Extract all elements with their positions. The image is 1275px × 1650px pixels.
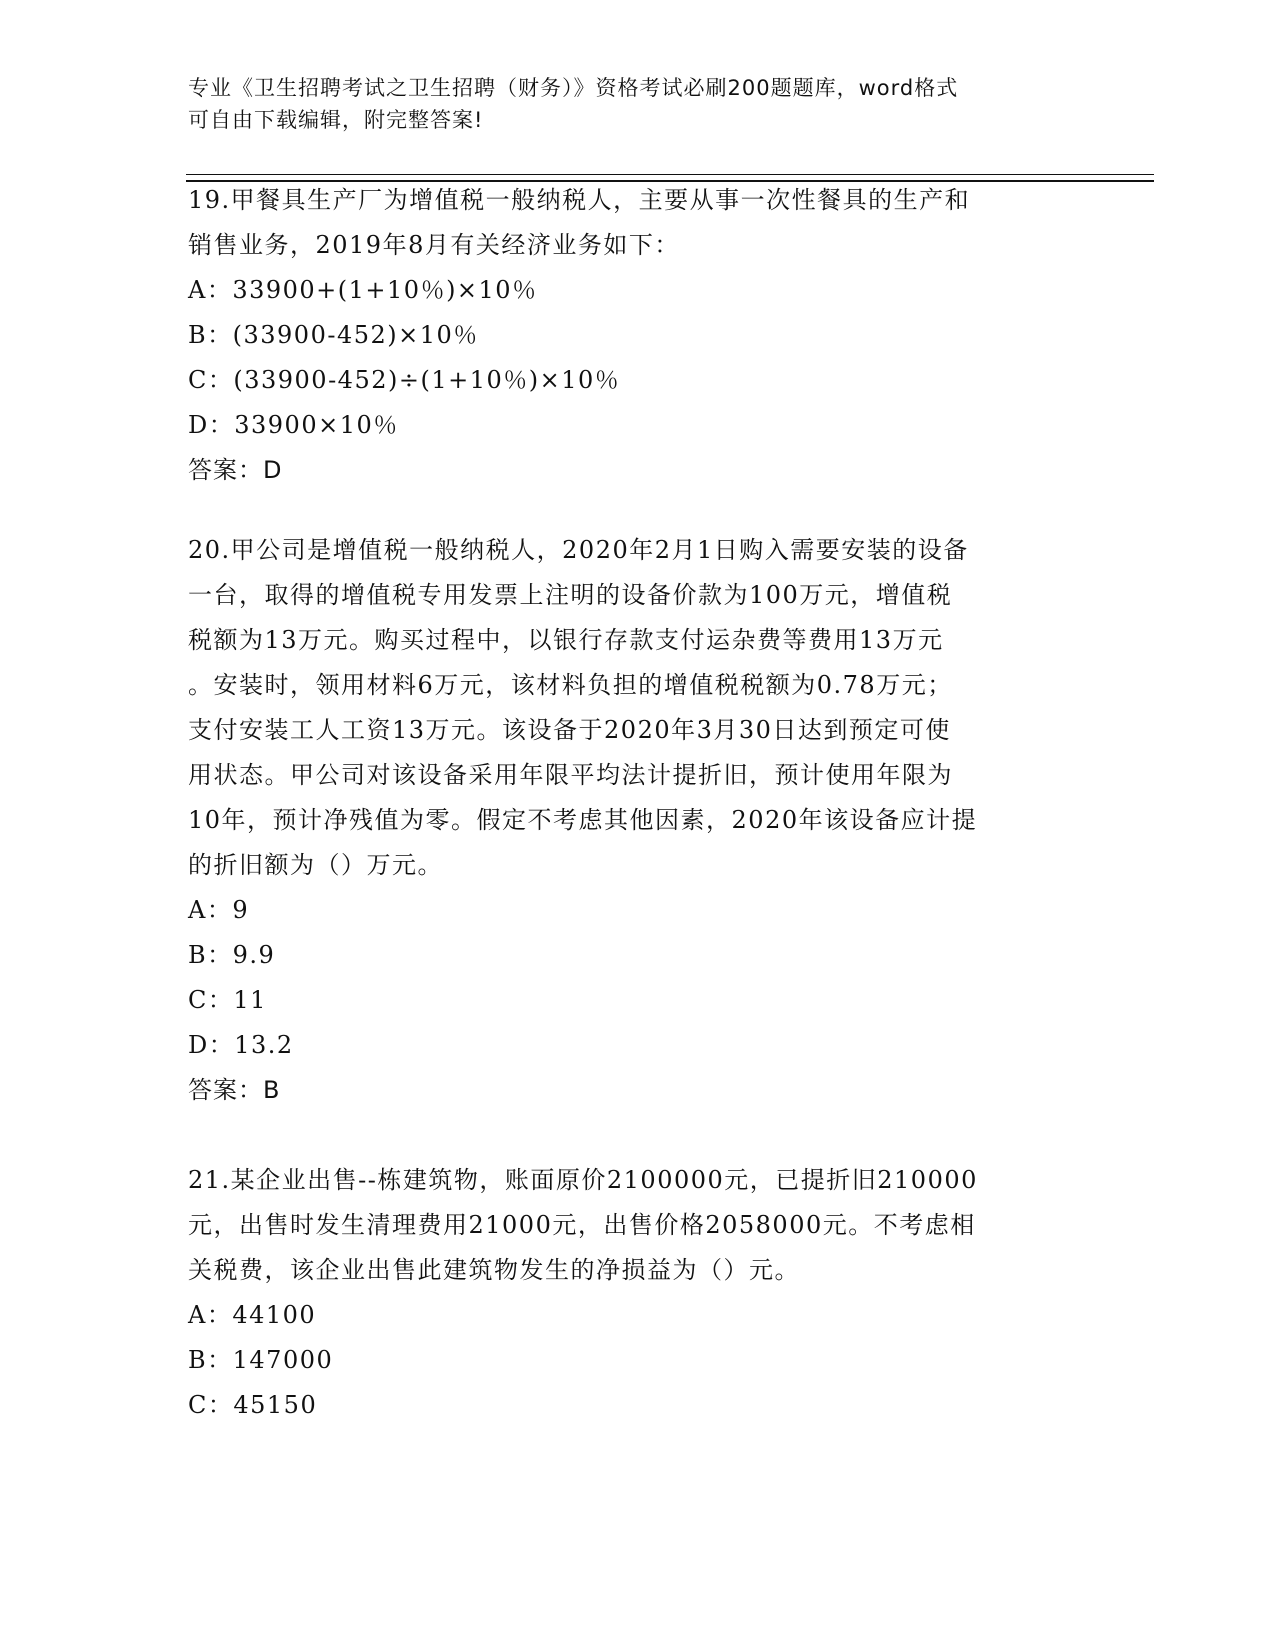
question-text-line: 支付安装工人工资13万元。该设备于2020年3月30日达到预定可使 <box>188 716 951 744</box>
question-19 <box>188 178 1088 493</box>
answer-label: 答案：B <box>188 1076 281 1104</box>
header-line-1: 专业《卫生招聘考试之卫生招聘（财务）》资格考试必刷200题题库，word格式 <box>188 76 959 100</box>
option-d: D：33900×10％ <box>188 411 399 439</box>
option-c: C：45150 <box>188 1391 318 1419</box>
option-a: A：9 <box>188 896 250 924</box>
header-divider-thin <box>186 174 1154 175</box>
question-21 <box>188 1158 1088 1428</box>
question-text-line: 19.甲餐具生产厂为增值税一般纳税人，主要从事一次性餐具的生产和 <box>188 186 971 214</box>
question-text-line: 销售业务，2019年8月有关经济业务如下： <box>188 231 680 259</box>
question-text-line: 的折旧额为（）万元。 <box>188 851 443 879</box>
option-a: A：44100 <box>188 1301 317 1329</box>
document-header <box>188 72 1088 136</box>
question-text-line: 21.某企业出售--栋建筑物，账面原价2100000元，已提折旧210000 <box>188 1166 978 1194</box>
question-text-line: 20.甲公司是增值税一般纳税人，2020年2月1日购入需要安装的设备 <box>188 536 969 564</box>
answer-label: 答案：D <box>188 456 283 484</box>
option-c: C：11 <box>188 986 267 1014</box>
header-line-2: 可自由下载编辑，附完整答案! <box>188 108 484 132</box>
option-b: B：(33900-452)×10％ <box>188 321 479 349</box>
question-text-line: 用状态。甲公司对该设备采用年限平均法计提折旧，预计使用年限为 <box>188 761 953 789</box>
question-text-line: 元，出售时发生清理费用21000元，出售价格2058000元。不考虑相 <box>188 1211 976 1239</box>
question-text-line: 一台，取得的增值税专用发票上注明的设备价款为100万元，增值税 <box>188 581 953 609</box>
question-20 <box>188 528 1088 1113</box>
question-text-line: 税额为13万元。购买过程中，以银行存款支付运杂费等费用13万元 <box>188 626 944 654</box>
question-text-line: 。安装时，领用材料6万元，该材料负担的增值税税额为0.78万元； <box>188 671 953 699</box>
option-b: B：9.9 <box>188 941 276 969</box>
option-b: B：147000 <box>188 1346 334 1374</box>
question-text-line: 关税费，该企业出售此建筑物发生的净损益为（）元。 <box>188 1256 800 1284</box>
option-c: C：(33900-452)÷(1+10％)×10％ <box>188 366 621 394</box>
option-a: A：33900+(1+10％)×10％ <box>188 276 538 304</box>
option-d: D：13.2 <box>188 1031 294 1059</box>
question-text-line: 10年，预计净残值为零。假定不考虑其他因素，2020年该设备应计提 <box>188 806 978 834</box>
